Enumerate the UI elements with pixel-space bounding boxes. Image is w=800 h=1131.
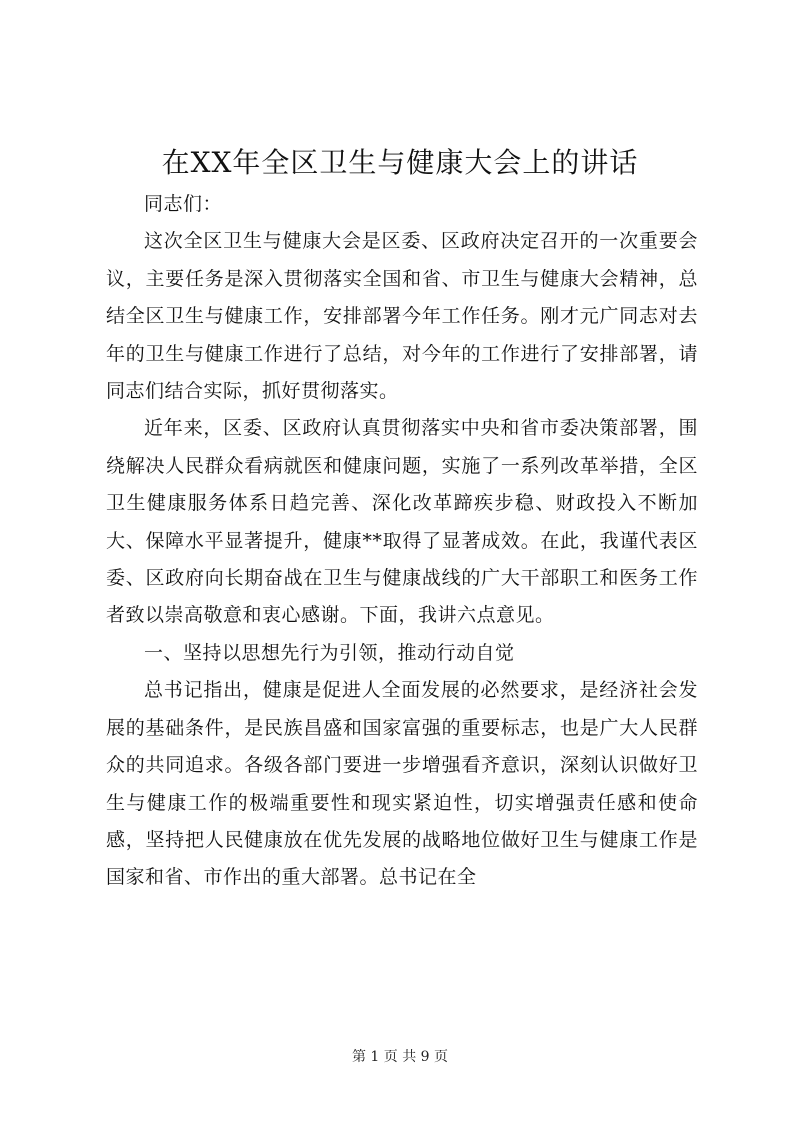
- document-body: [106, 186, 698, 897]
- page-footer: 第 1 页 共 9 页: [351, 1049, 449, 1065]
- paragraph-intro: 这次全区卫生与健康大会是区委、区政府决定召开的一次重要会议，主要任务是深入贯彻落实全国和省、市卫生与健康大会精神，总结全区卫生与健康工作，安排部署今年工作任务。刚才元广同志对去年的卫生与健康工作进行了总结，对今年的工作进行了安排部署，请同志们结合实际，抓好贯彻落实。: [106, 230, 698, 403]
- section-heading: 一、坚持以思想先行为引领，推动行动自觉: [144, 641, 515, 664]
- salutation: 同志们：: [144, 193, 223, 215]
- paragraph-section-one: 总书记指出，健康是促进人全面发展的必然要求，是经济社会发展的基础条件，是民族昌盛和国家富强的重要标志，也是广大人民群众的共同追求。各级各部门要进一步增强看齐意识，深刻认识做好卫生与健康工作的极端重要性和现实紧迫性，切实增强责任感和使命感，坚持把人民健康放在优先发展的战略地位做好卫生与健康工作是国家和省、市作出的重大部署。总书记在全: [106, 679, 698, 889]
- document-title: 在XX年全区卫生与健康大会上的讲话: [161, 146, 639, 179]
- paragraph-achievements: 近年来，区委、区政府认真贯彻落实中央和省市委决策部署，围绕解决人民群众看病就医和健康问题，实施了一系列改革举措，全区卫生健康服务体系日趋完善、深化改革蹄疾步稳、财政投入不断加大、保障水平显著提升，健康**取得了显著成效。在此，我谨代表区委、区政府向长期奋战在卫生与健康战线的广大干部职工和医务工作者致以崇高敬意和衷心感谢。下面，我讲六点意见。: [106, 417, 698, 627]
